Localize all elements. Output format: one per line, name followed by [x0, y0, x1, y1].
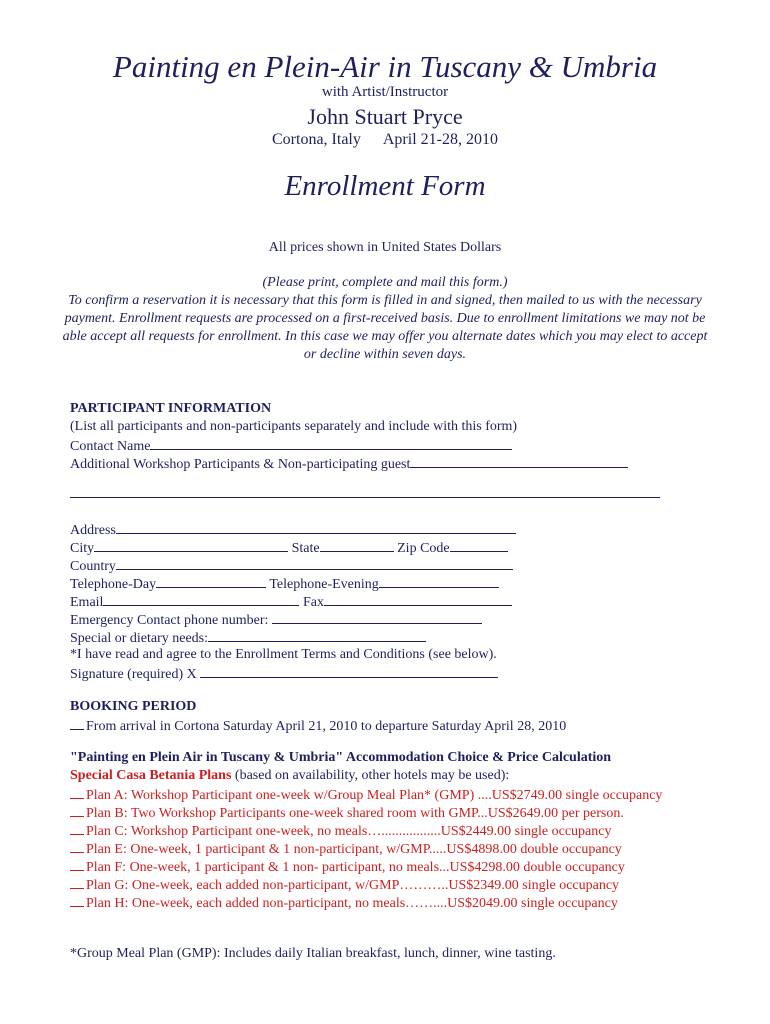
- dietary-row: [70, 628, 730, 646]
- plan-h-text: Plan H: One-week, each added non-participant, no meals……....US$2049.00 single occupancy: [86, 896, 618, 911]
- telephone-row: [70, 574, 730, 592]
- plans-label: Special Casa Betania Plans: [70, 768, 232, 783]
- emergency-label: Emergency Contact phone number:: [70, 613, 269, 628]
- plan-h-checkbox[interactable]: [70, 893, 84, 907]
- signature-field[interactable]: [200, 664, 498, 678]
- plan-f-text: Plan F: One-week, 1 participant & 1 non- participant, no meals...US$4298.00 double occupancy: [86, 860, 625, 875]
- tel-day-field[interactable]: [156, 574, 266, 588]
- dietary-label: Special or dietary needs:: [70, 631, 209, 646]
- plan-e-checkbox[interactable]: [70, 839, 84, 853]
- tel-evening-field[interactable]: [379, 574, 499, 588]
- accommodation-section: [70, 749, 730, 911]
- plan-row: [70, 875, 730, 893]
- plan-a-text: Plan A: Workshop Participant one-week w/Group Meal Plan* (GMP) ....US$2749.00 single occupancy: [86, 788, 663, 803]
- booking-section: [70, 698, 730, 734]
- plan-row: [70, 857, 730, 875]
- zip-field[interactable]: [450, 538, 508, 552]
- contact-name-field[interactable]: [150, 436, 512, 450]
- state-label: State: [291, 541, 320, 556]
- plan-c-checkbox[interactable]: [70, 821, 84, 835]
- email-label: Email: [70, 595, 104, 610]
- zip-label: Zip Code: [397, 541, 450, 556]
- country-field[interactable]: [116, 556, 513, 570]
- subtitle: with Artist/Instructor: [321, 84, 449, 100]
- additional-row: [70, 454, 730, 472]
- city-field[interactable]: [94, 538, 288, 552]
- location-line: [0, 129, 770, 151]
- plan-e-text: Plan E: One-week, 1 participant & 1 non-participant, w/GMP.....US$4898.00 double occupancy: [86, 842, 622, 857]
- plan-b-checkbox[interactable]: [70, 803, 84, 817]
- prices-note: All prices shown in United States Dollars: [268, 240, 502, 255]
- participant-note: (List all participants and non-participants separately and include with this form): [70, 419, 518, 434]
- additional-participants-field-2[interactable]: [70, 484, 660, 498]
- address-field[interactable]: [116, 520, 516, 534]
- city-label: City: [70, 541, 95, 556]
- plan-row: [70, 821, 730, 839]
- place: Cortona, Italy: [272, 131, 361, 148]
- artist-name: John Stuart Pryce: [307, 104, 463, 129]
- contact-name-label: Contact Name: [70, 439, 151, 454]
- plan-g-text: Plan G: One-week, each added non-participant, w/GMP………..US$2349.00 single occupancy: [86, 878, 620, 893]
- instructions-line1: (Please print, complete and mail this form.): [262, 275, 508, 290]
- dates: April 21-28, 2010: [382, 131, 498, 148]
- footnote: [70, 945, 730, 963]
- workshop-title: Painting en Plein-Air in Tuscany & Umbria: [112, 49, 658, 84]
- plan-c-text: Plan C: Workshop Participant one-week, no meals….................US$2449.00 single occupancy: [86, 824, 612, 839]
- footnote-text: *Group Meal Plan (GMP): Includes daily Italian breakfast, lunch, dinner, wine tasting.: [70, 946, 556, 961]
- form-title: Enrollment Form: [284, 170, 486, 202]
- booking-period-row: [70, 716, 730, 734]
- instructions-body: To confirm a reservation it is necessary that this form is filled in and signed, then mailed to us with the necessary payment. Enrollment requests are processed on a first-received basis. Due to enrollment limitations we may not be able accept all requests for enrollment. In this case we may offer you alternate dates which you may elect to accept or decline within seven days.: [62, 293, 708, 362]
- plan-row: [70, 893, 730, 911]
- country-label: Country: [70, 559, 116, 574]
- booking-period-text: From arrival in Cortona Saturday April 21, 2010 to departure Saturday April 28, 2010: [86, 719, 567, 734]
- tel-evening-label: Telephone-Evening: [269, 577, 379, 592]
- emergency-row: [70, 610, 730, 628]
- plan-row: [70, 839, 730, 857]
- accommodation-heading: "Painting en Plein Air in Tuscany & Umbria" Accommodation Choice & Price Calculation: [70, 750, 612, 765]
- emergency-field[interactable]: [272, 610, 482, 624]
- address-section: [70, 520, 730, 682]
- plans-note: (based on availability, other hotels may be used):: [231, 768, 510, 783]
- email-row: [70, 592, 730, 610]
- plan-b-text: Plan B: Two Workshop Participants one-week shared room with GMP...US$2649.00 per person.: [86, 806, 624, 821]
- plans-intro-row: [70, 767, 730, 785]
- city-row: [70, 538, 730, 556]
- contact-name-row: [70, 436, 730, 454]
- additional-participants-field[interactable]: [410, 454, 628, 468]
- participant-section: [70, 400, 730, 472]
- fax-field[interactable]: [324, 592, 512, 606]
- booking-heading: BOOKING PERIOD: [70, 699, 197, 714]
- additional-extra-line: [70, 484, 730, 498]
- state-field[interactable]: [320, 538, 394, 552]
- country-row: [70, 556, 730, 574]
- plan-row: [70, 803, 730, 821]
- agree-row: *I have read and agree to the Enrollment Terms and Conditions (see below).: [70, 647, 497, 662]
- participant-heading: PARTICIPANT INFORMATION: [70, 401, 272, 416]
- booking-checkbox[interactable]: [70, 716, 84, 730]
- plan-g-checkbox[interactable]: [70, 875, 84, 889]
- signature-row: [70, 664, 730, 682]
- plan-f-checkbox[interactable]: [70, 857, 84, 871]
- dietary-field[interactable]: [208, 628, 426, 642]
- additional-label: Additional Workshop Participants & Non-participating guest: [70, 457, 411, 472]
- instructions: [60, 274, 710, 364]
- plan-row: [70, 785, 730, 803]
- fax-label: Fax: [302, 595, 324, 610]
- signature-label: Signature (required) X: [70, 667, 197, 682]
- plan-a-checkbox[interactable]: [70, 785, 84, 799]
- email-field[interactable]: [103, 592, 299, 606]
- address-row: [70, 520, 730, 538]
- tel-day-label: Telephone-Day: [70, 577, 157, 592]
- address-label: Address: [70, 523, 116, 538]
